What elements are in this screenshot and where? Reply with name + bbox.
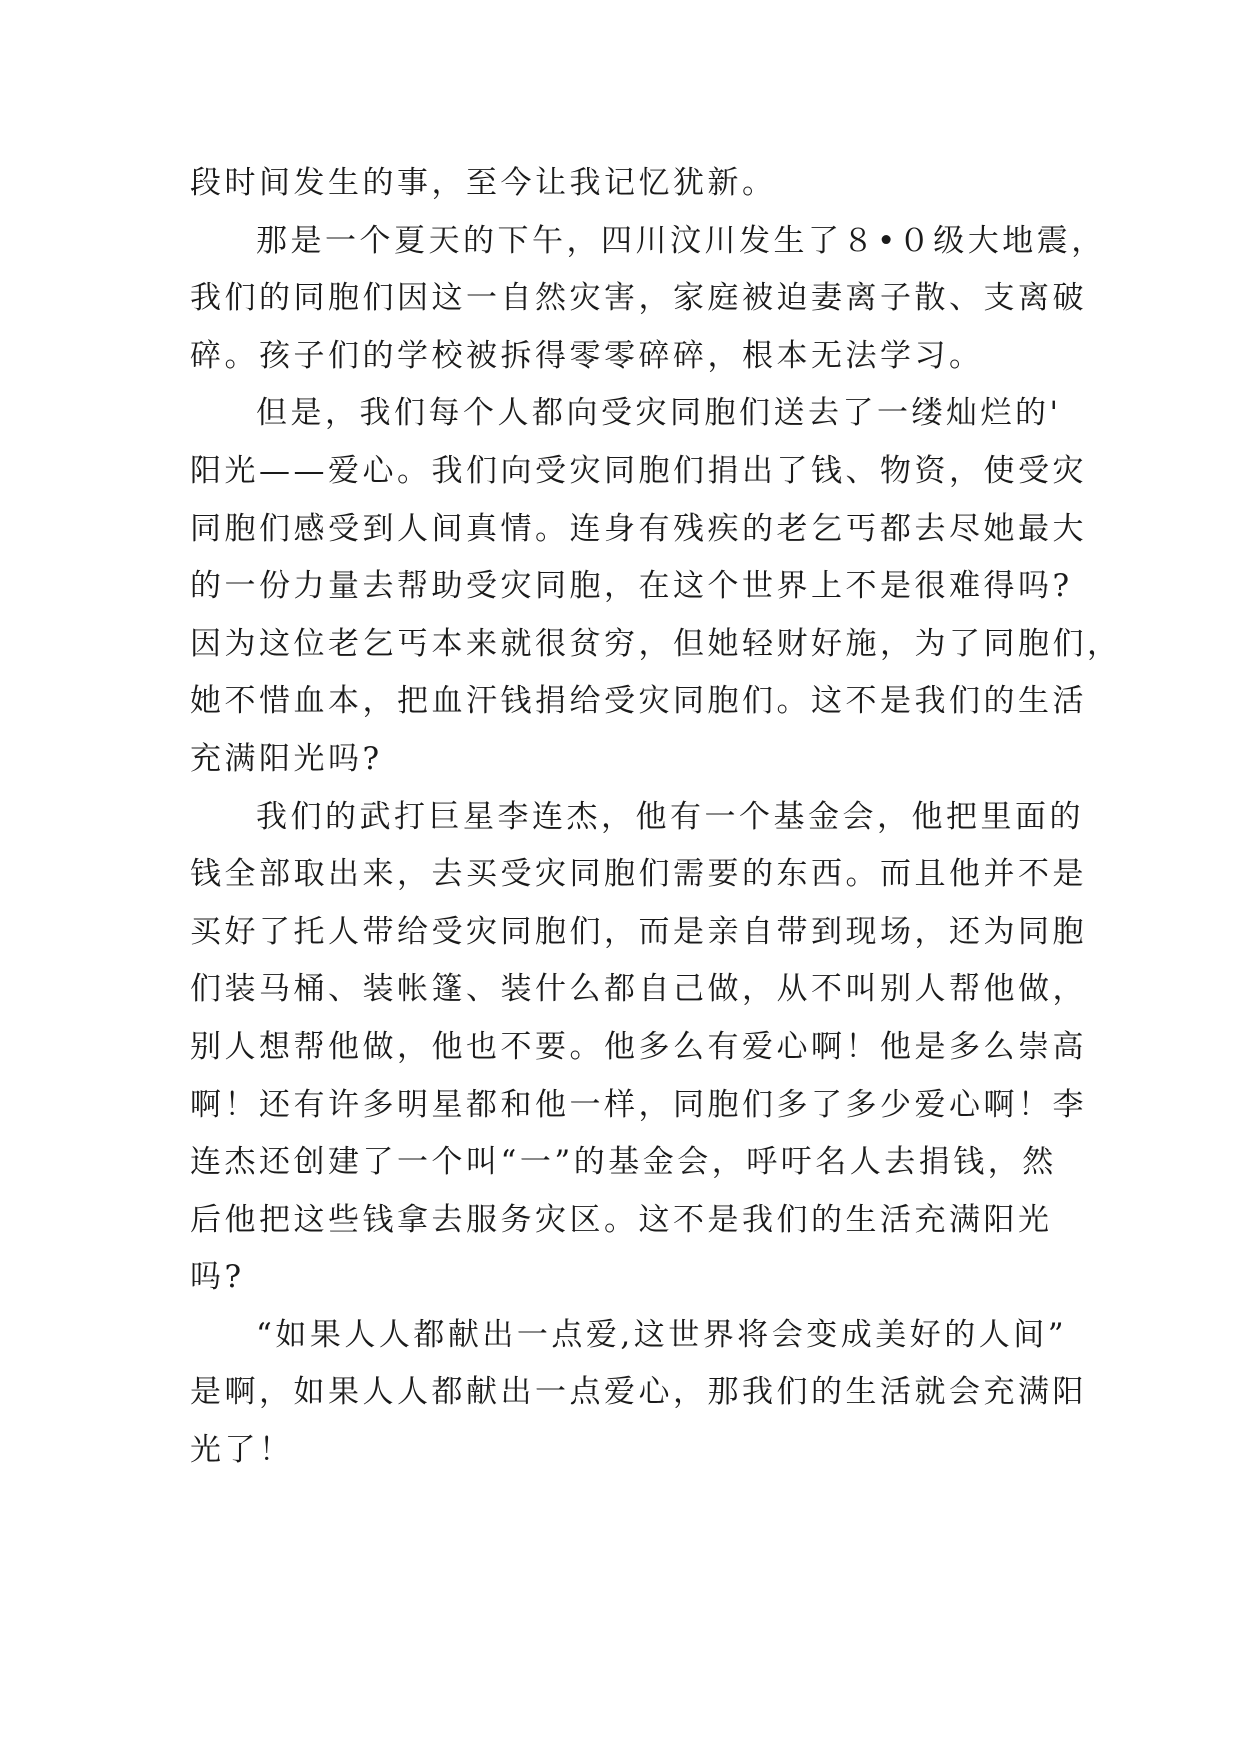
text-line: 我们的同胞们因这一自然灾害，家庭被迫妻离子散、支离破: [190, 280, 1087, 317]
text-line: 的一份力量去帮助受灾同胞，在这个世界上不是很难得吗?: [190, 568, 1073, 605]
text-line: 别人想帮他做，他也不要。他多么有爱心啊！他是多么崇高: [190, 1028, 1087, 1065]
text-line: 段时间发生的事，至今让我记忆犹新。: [190, 165, 777, 201]
text-line: 但是，我们每个人都向受灾同胞们送去了一缕灿烂的': [256, 395, 1062, 432]
text-line: 碎。孩子们的学校被拆得零零碎碎，根本无法学习。: [190, 337, 984, 374]
body-text: [190, 155, 1122, 1480]
text-line: 后他把这些钱拿去服务灾区。这不是我们的生活充满阳光: [190, 1201, 1053, 1238]
text-line: 因为这位老乞丐本来就很贫穷，但她轻财好施，为了同胞们，: [190, 625, 1122, 662]
text-line: 连杰还创建了一个叫“一”的基金会，呼吁名人去捐钱，然: [190, 1144, 1057, 1181]
text-line: 买好了托人带给受灾同胞们，而是亲自带到现场，还为同胞: [190, 913, 1087, 950]
text-line: 她不惜血本，把血汗钱捐给受灾同胞们。这不是我们的生活: [190, 683, 1087, 720]
text-line: 光了！: [190, 1432, 294, 1469]
text-line: 同胞们感受到人间真情。连身有残疾的老乞丐都去尽她最大: [190, 510, 1087, 547]
text-line: 充满阳光吗?: [190, 740, 383, 777]
text-line: 我们的武打巨星李连杰，他有一个基金会，他把里面的: [256, 798, 1084, 835]
text-line: 们装马桶、装帐篷、装什么都自己做，从不叫别人帮他做，: [190, 971, 1087, 1008]
text-line: “如果人人都献出一点爱,这世界将会变成美好的人间”: [256, 1316, 1068, 1353]
text-line: 吗?: [190, 1259, 245, 1296]
text-line: 是啊，如果人人都献出一点爱心，那我们的生活就会充满阳: [190, 1374, 1087, 1411]
text-line: 钱全部取出来，去买受灾同胞们需要的东西。而且他并不是: [190, 856, 1087, 893]
text-line: 那是一个夏天的下午，四川汶川发生了８•０级大地震，: [256, 222, 1106, 259]
text-line: 阳光——爱心。我们向受灾同胞们捐出了钱、物资，使受灾: [190, 452, 1087, 489]
text-line: 啊！还有许多明星都和他一样，同胞们多了多少爱心啊！李: [190, 1086, 1087, 1123]
